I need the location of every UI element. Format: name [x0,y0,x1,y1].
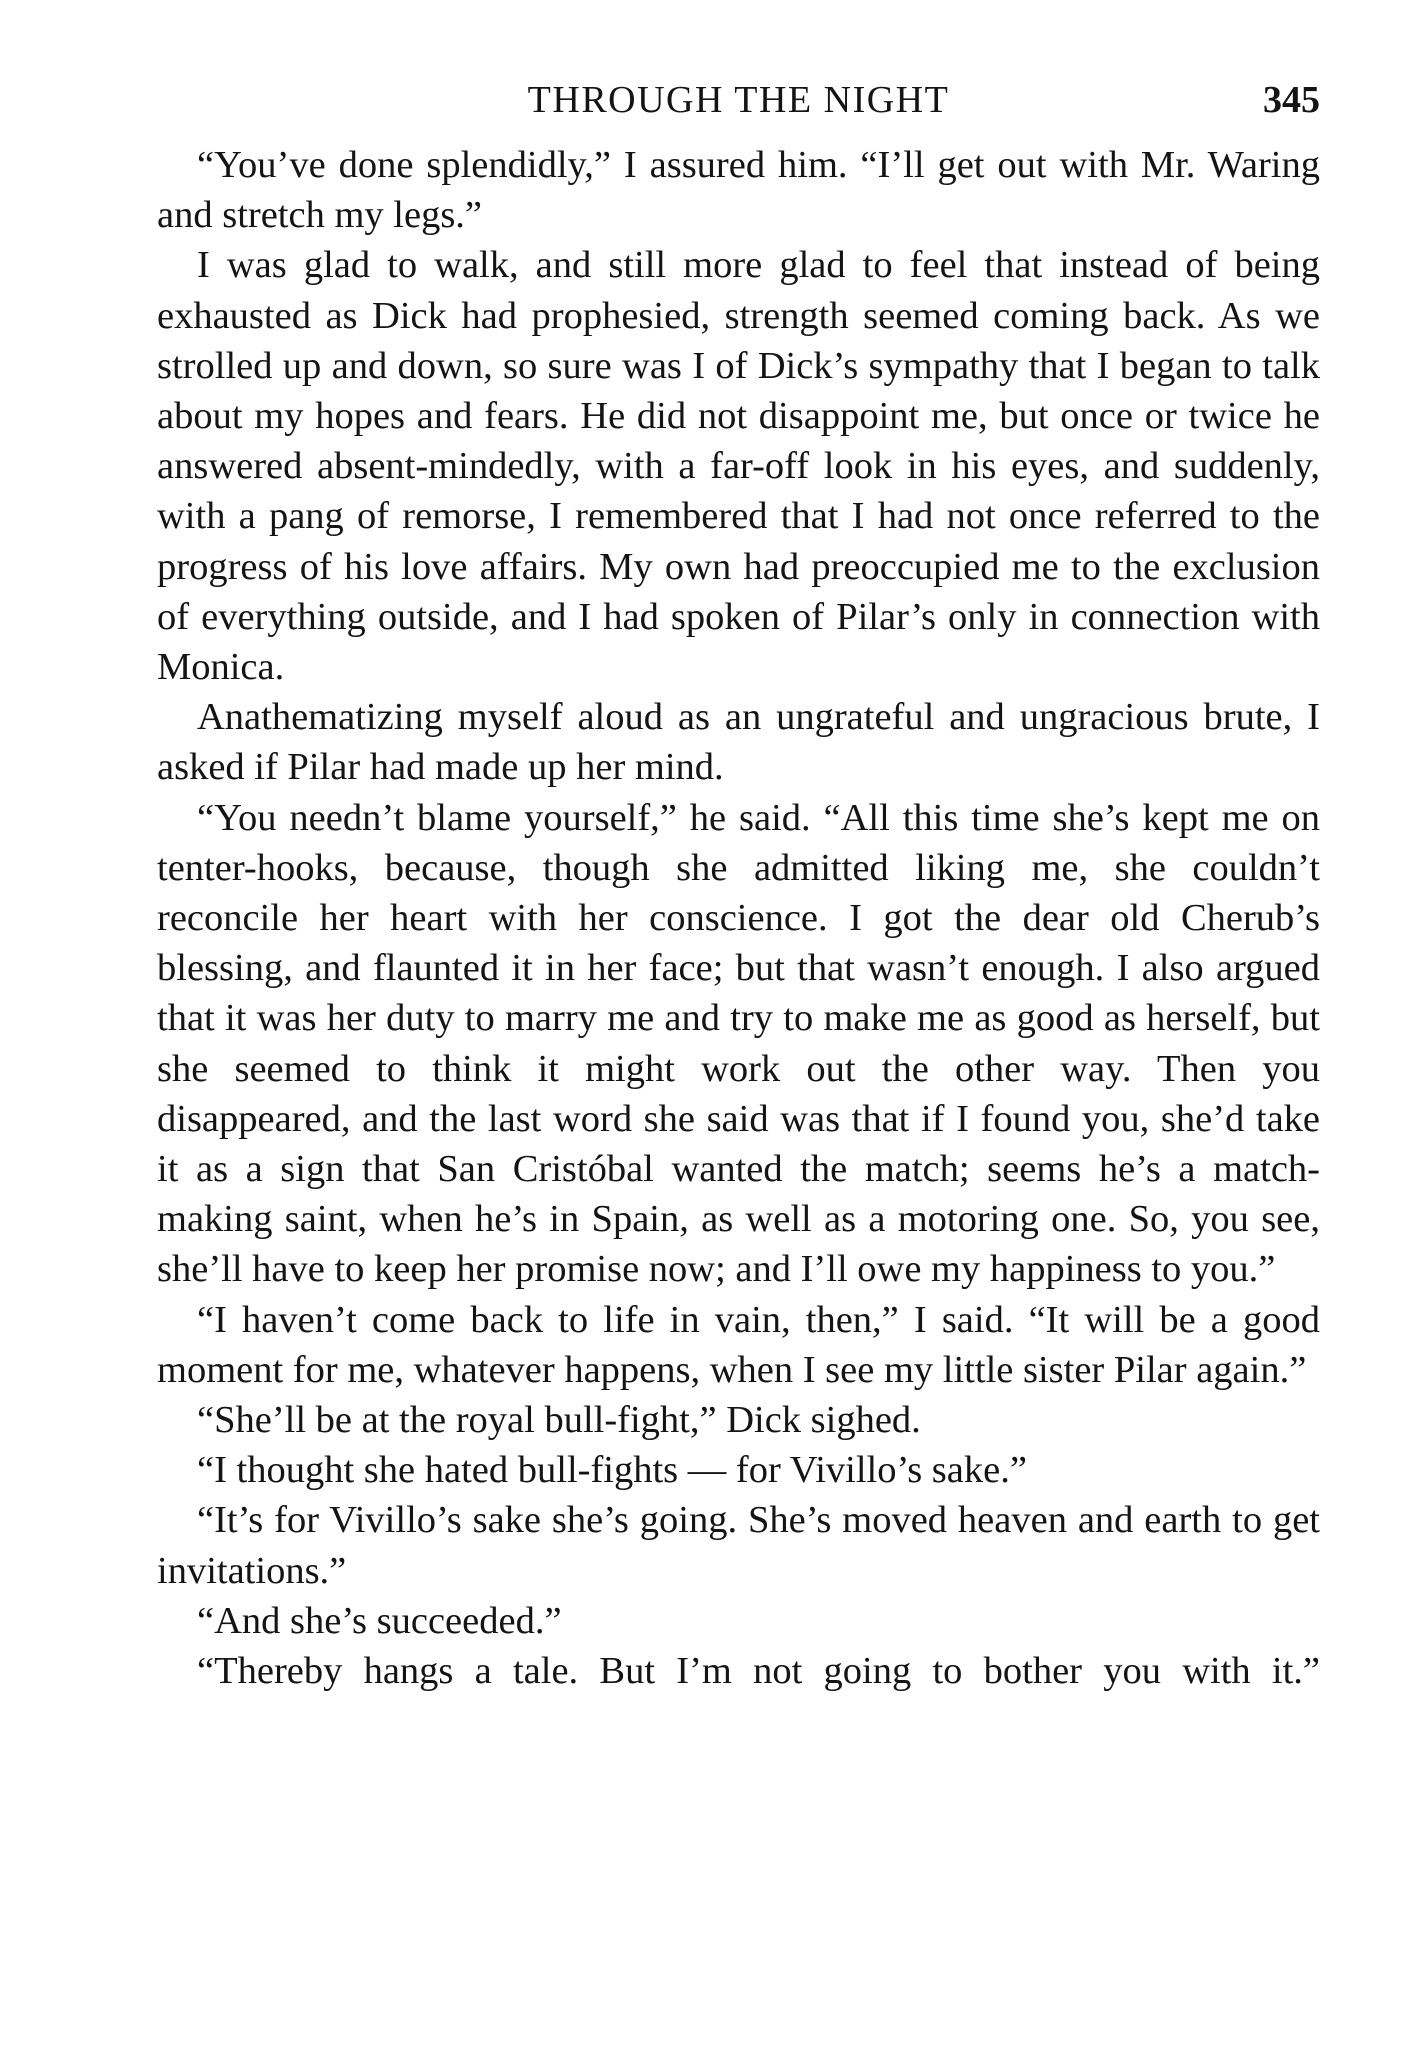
paragraph: “You needn’t blame yourself,” he said. “All this time she’s kept me on tenter-hooks, because, though she admitted liking me, she couldn’t reconcile her heart with her conscience. I got the dear old Cherub’s blessing, and flaunted it in her face; but that wasn’t enough. I also argued that it was her duty to marry me and try to make me as good as herself, but she seemed to think it might work out the other way. Then you disappeared, and the last word she said was that if I found you, she’d take it as a sign that San Cristóbal wanted the match; seems he’s a match-making saint, when he’s in Spain, as well as a motoring one. So, you see, she’ll have to keep her promise now; and I’ll owe my happiness to you.” [157,796,1320,1291]
paragraph: “It’s for Vivillo’s sake she’s going. She’s moved heaven and earth to get invitations.” [157,1499,1320,1592]
paragraph: Anathematizing myself aloud as an ungrateful and ungracious brute, I asked if Pilar had made up her mind. [157,696,1320,789]
paragraph: “I haven’t come back to life in vain, then,” I said. “It will be a good moment for me, whatever happens, when I see my little sister Pilar again.” [157,1298,1320,1391]
paragraph: I was glad to walk, and still more glad to feel that instead of being exhausted as Dick had prophesied, strength seemed coming back. As we strolled up and down, so sure was I of Dick’s sympathy that I began to talk about my hopes and fears. He did not disappoint me, but once or twice he answered absent-mindedly, with a far-off look in his eyes, and suddenly, with a pang of remorse, I remembered that I had not once referred to the progress of his love affairs. My own had preoccupied me to the exclusion of everything outside, and I had spoken of Pilar’s only in connection with Monica. [157,244,1320,689]
paragraph: “You’ve done splendidly,” I assured him. “I’ll get out with Mr. Waring and stretch my legs.” [157,144,1320,237]
running-title: THROUGH THE NIGHT [527,79,950,121]
paragraph: “And she’s succeeded.” [197,1599,562,1642]
body-text [157,140,1320,1696]
paragraph: “I thought she hated bull-fights — for Vivillo’s sake.” [197,1449,1027,1492]
page-number: 345 [1263,79,1320,121]
running-head [157,74,1320,126]
paragraph: “Thereby hangs a tale. But I’m not going to bother you with it.” [197,1650,1320,1693]
paragraph: “She’ll be at the royal bull-fight,” Dick sighed. [197,1399,921,1442]
